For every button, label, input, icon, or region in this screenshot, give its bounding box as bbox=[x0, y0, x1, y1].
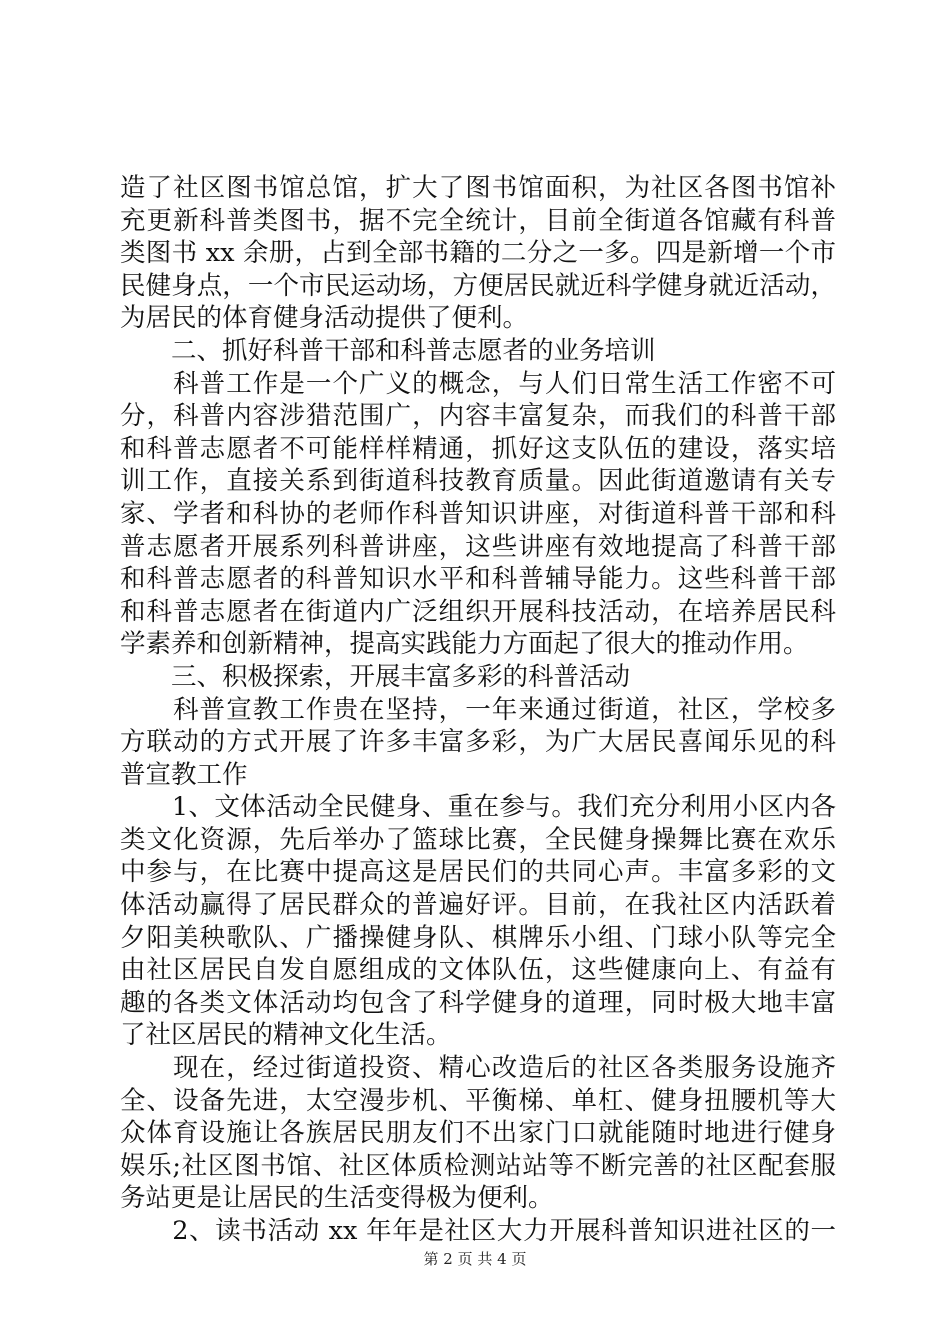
document-body bbox=[120, 172, 836, 1248]
text-line: 务站更是让居民的生活变得极为便利。 bbox=[120, 1183, 554, 1214]
text-line: 由社区居民自发自愿组成的文体队伍，这些健康向上、有益有 bbox=[120, 955, 836, 986]
text-line: 普志愿者开展系列科普讲座，这些讲座有效地提高了科普干部 bbox=[120, 531, 836, 562]
text-line: 科普工作是一个广义的概念，与人们日常生活工作密不可 bbox=[120, 368, 836, 399]
section-heading: 二、抓好科普干部和科普志愿者的业务培训 bbox=[120, 335, 656, 366]
text-line: 众体育设施让各族居民朋友们不出家门口就能随时地进行健身 bbox=[120, 1118, 836, 1149]
text-line: 民健身点，一个市民运动场，方便居民就近科学健身就近活动， bbox=[120, 270, 836, 301]
text-line: 普宣教工作 bbox=[120, 759, 248, 790]
text-line: 娱乐;社区图书馆、社区体质检测站站等不断完善的社区配套服 bbox=[120, 1150, 836, 1181]
text-line: 学素养和创新精神，提高实践能力方面起了很大的推动作用。 bbox=[120, 629, 809, 660]
text-line: 2、读书活动 xx 年年是社区大力开展科普知识进社区的一 bbox=[120, 1216, 836, 1246]
section-heading: 三、积极探索，开展丰富多彩的科普活动 bbox=[120, 661, 631, 692]
text-line: 为居民的体育健身活动提供了便利。 bbox=[120, 303, 529, 334]
text-line: 体活动赢得了居民群众的普遍好评。目前，在我社区内活跃着 bbox=[120, 890, 836, 921]
text-line: 类图书 xx 余册，占到全部书籍的二分之一多。四是新增一个市 bbox=[120, 238, 836, 269]
text-line: 家、学者和科协的老师作科普知识讲座，对街道科普干部和科 bbox=[120, 498, 836, 529]
text-line: 现在，经过街道投资、精心改造后的社区各类服务设施齐 bbox=[120, 1053, 836, 1084]
text-line: 方联动的方式开展了许多丰富多彩，为广大居民喜闻乐见的科 bbox=[120, 727, 836, 758]
text-line: 分，科普内容涉猎范围广，内容丰富复杂，而我们的科普干部 bbox=[120, 401, 836, 432]
text-line: 造了社区图书馆总馆，扩大了图书馆面积，为社区各图书馆补 bbox=[120, 173, 836, 203]
text-line: 全、设备先进，太空漫步机、平衡梯、单杠、健身扭腰机等大 bbox=[120, 1085, 836, 1116]
text-line: 和科普志愿者的科普知识水平和科普辅导能力。这些科普干部 bbox=[120, 564, 836, 595]
text-line: 1、文体活动全民健身、重在参与。我们充分利用小区内各 bbox=[120, 792, 836, 823]
text-line: 中参与，在比赛中提高这是居民们的共同心声。丰富多彩的文 bbox=[120, 857, 836, 888]
text-line: 训工作，直接关系到街道科技教育质量。因此街道邀请有关专 bbox=[120, 466, 836, 497]
text-line: 科普宣教工作贵在坚持，一年来通过街道，社区，学校多 bbox=[120, 694, 836, 725]
text-line: 了社区居民的精神文化生活。 bbox=[120, 1020, 452, 1051]
text-line: 和科普志愿者在街道内广泛组织开展科技活动，在培养居民科 bbox=[120, 596, 836, 627]
page-number-footer: 第 2 页 共 4 页 bbox=[423, 1250, 527, 1268]
text-line: 充更新科普类图书，据不完全统计，目前全街道各馆藏有科普 bbox=[120, 205, 836, 236]
text-line: 趣的各类文体活动均包含了科学健身的道理，同时极大地丰富 bbox=[120, 987, 836, 1018]
text-line: 类文化资源，先后举办了篮球比赛，全民健身操舞比赛在欢乐 bbox=[120, 824, 836, 855]
text-line: 夕阳美秧歌队、广播操健身队、棋牌乐小组、门球小队等完全 bbox=[120, 922, 836, 953]
text-line: 和科普志愿者不可能样样精通，抓好这支队伍的建设，落实培 bbox=[120, 433, 836, 464]
